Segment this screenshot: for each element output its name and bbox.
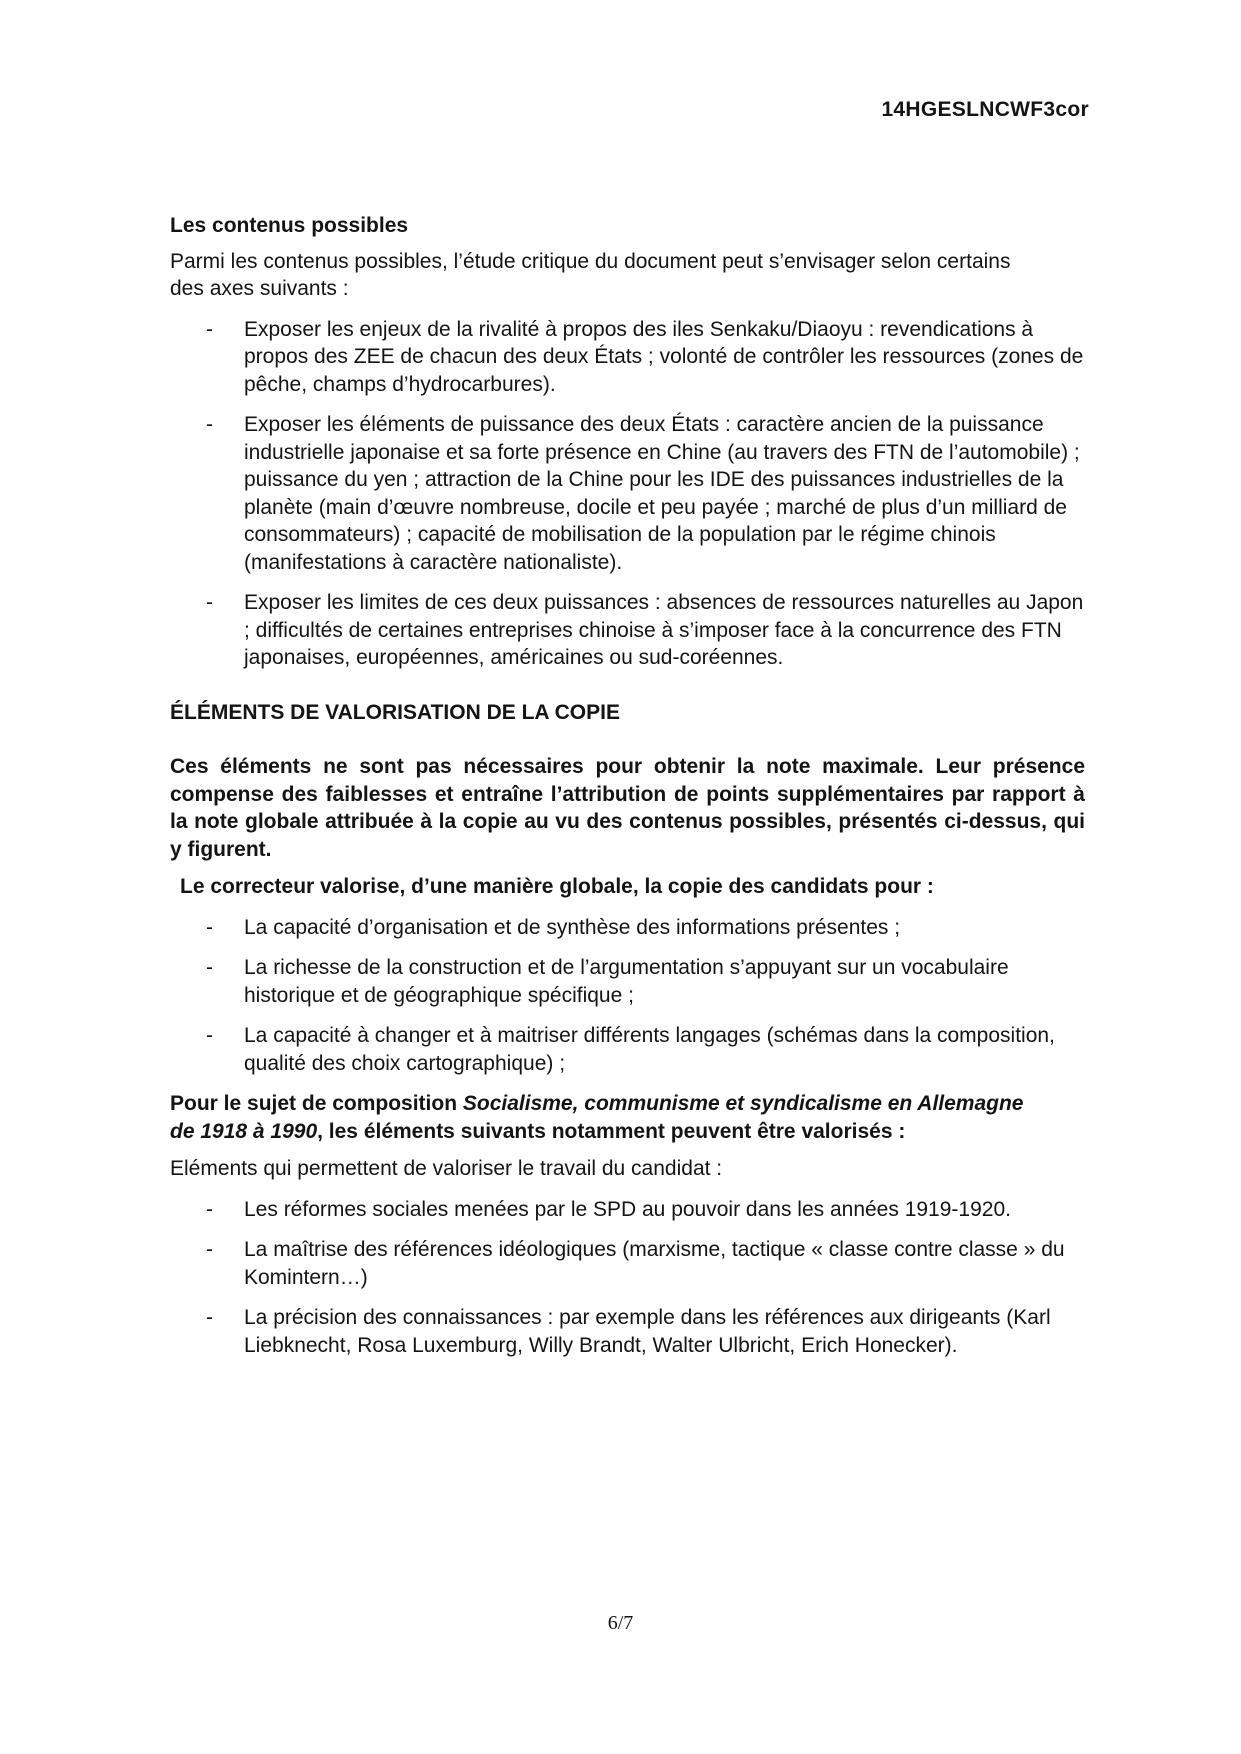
valorisation-list bbox=[170, 914, 1090, 1078]
dash-marker: - bbox=[206, 1306, 213, 1329]
list-item bbox=[170, 1236, 1090, 1291]
dash-marker: - bbox=[206, 956, 213, 979]
candidate-intro: Eléments qui permettent de valoriser le travail du candidat : bbox=[170, 1157, 723, 1180]
section-title-valorisation: ÉLÉMENTS DE VALORISATION DE LA COPIE bbox=[170, 700, 620, 724]
list-item-text: La capacité à changer et à maitriser différents langages (schémas dans la composition, qualité des choix cartographique) ; bbox=[244, 1024, 1055, 1075]
list-item-text: La richesse de la construction et de l’argumentation s’appuyant sur un vocabulaire historique et de géographique spécifique ; bbox=[244, 956, 1009, 1007]
page-body bbox=[170, 212, 1090, 1372]
composition-subject bbox=[170, 1090, 1050, 1145]
contents-intro: Parmi les contenus possibles, l’étude critique du document peut s’envisager selon certains des axes suivants : bbox=[170, 249, 1011, 300]
list-item-text: Exposer les éléments de puissance des deux États : caractère ancien de la puissance industrielle japonaise et sa forte présence en Chine (au travers des FTN de l’automobile) ; puissance du yen ; attraction de la Chine pour les IDE des puissances industrielles de la planète (main d’œuvre nombreuse, docile et peu payée ; marché de plus d’un milliard de consommateurs) ; capacité de mobilisation de la population par le régime chinois (manifestations à caractère nationaliste). bbox=[244, 413, 1080, 574]
list-item-text: Les réformes sociales menées par le SPD au pouvoir dans les années 1919-1920. bbox=[244, 1197, 1011, 1221]
list-item bbox=[170, 316, 1090, 399]
document-code: 14HGESLNCWF3cor bbox=[881, 98, 1089, 121]
list-item bbox=[170, 589, 1090, 672]
valorisation-lead: Le correcteur valorise, d’une manière globale, la copie des candidats pour : bbox=[180, 875, 934, 898]
candidate-list bbox=[170, 1196, 1090, 1360]
dash-marker: - bbox=[206, 591, 213, 614]
list-item-text: Exposer les enjeux de la rivalité à propos des iles Senkaku/Diaoyu : revendications à propos des ZEE de chacun des deux États ; volonté de contrôler les ressources (zones de pêche, champs d’hydrocarbures). bbox=[244, 317, 1084, 396]
subject-title: Socialisme, communisme et syndicalisme en Allemagne de 1918 à 1990 bbox=[170, 1092, 1024, 1143]
list-item bbox=[170, 1304, 1090, 1359]
list-item-text: Exposer les limites de ces deux puissances : absences de ressources naturelles au Japon ; difficultés de certaines entreprises chinoise à s’imposer face à la concurrence des FTN japonaises, européennes, américaines ou sud-coréennes. bbox=[244, 591, 1084, 669]
list-item bbox=[170, 1022, 1090, 1077]
dash-marker: - bbox=[206, 1197, 213, 1221]
list-item bbox=[170, 914, 1090, 942]
list-item bbox=[170, 411, 1090, 576]
valorisation-notice: Ces éléments ne sont pas nécessaires pour obtenir la note maximale. Leur présence compense des faiblesses et entraîne l’attribution de points supplémentaires par rapport à la note globale attribuée à la copie au vu des contenus possibles, présentés ci-dessus, qui y figurent. bbox=[170, 755, 1085, 861]
dash-marker: - bbox=[206, 317, 213, 341]
list-item-text: La précision des connaissances : par exemple dans les références aux dirigeants (Karl Liebknecht, Rosa Luxemburg, Willy Brandt, Walter Ulbricht, Erich Honecker). bbox=[244, 1306, 1051, 1357]
list-item-text: La capacité d’organisation et de synthèse des informations présentes ; bbox=[244, 915, 901, 939]
list-item bbox=[170, 954, 1090, 1009]
dash-marker: - bbox=[206, 1024, 213, 1047]
dash-marker: - bbox=[206, 1238, 213, 1261]
dash-marker: - bbox=[206, 413, 213, 436]
page-number: 6/7 bbox=[607, 1612, 634, 1634]
section-title-contents: Les contenus possibles bbox=[170, 214, 409, 237]
subject-prefix: Pour le sujet de composition bbox=[170, 1092, 463, 1115]
subject-suffix: , les éléments suivants notamment peuvent être valorisés : bbox=[317, 1119, 906, 1143]
contents-list bbox=[170, 316, 1090, 672]
list-item-text: La maîtrise des références idéologiques (marxisme, tactique « classe contre classe » du Komintern…) bbox=[244, 1238, 1065, 1289]
list-item bbox=[170, 1196, 1090, 1224]
dash-marker: - bbox=[206, 915, 213, 939]
